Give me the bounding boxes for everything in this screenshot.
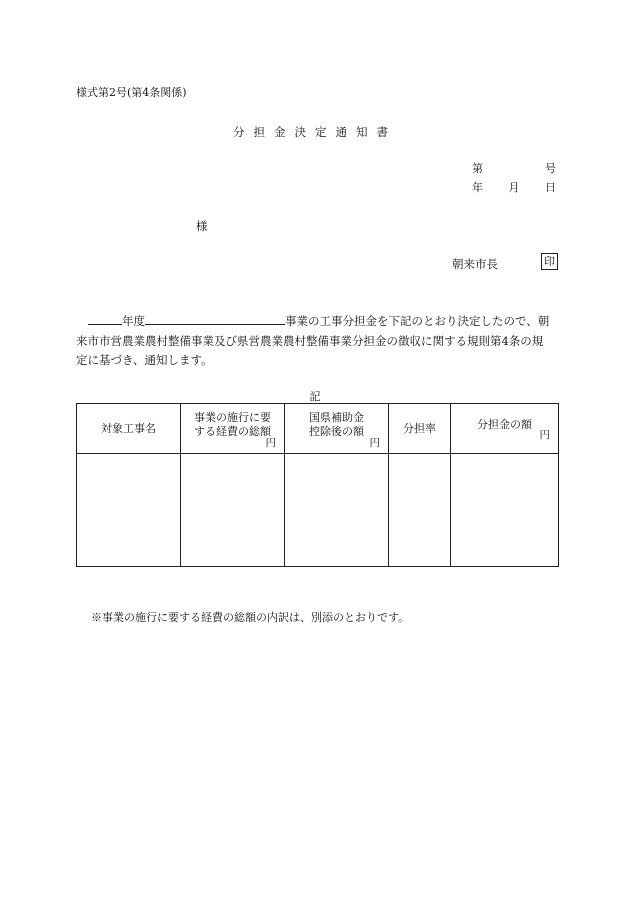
- header-net-of-subsidy: 国県補助金 控除後の額 円: [285, 404, 389, 454]
- date-year: 年: [472, 181, 483, 194]
- date-day: 日: [545, 181, 556, 194]
- issuer-name: 朝来市長: [452, 257, 498, 271]
- header-total-cost: 事業の施行に要 する経費の総額 円: [181, 404, 285, 454]
- unit-yen: 円: [539, 429, 550, 441]
- date-line: [472, 179, 556, 195]
- cell-total-cost: [181, 454, 285, 567]
- body-line-3: 定に基づき、通知します。: [76, 353, 213, 367]
- record-label: 記: [309, 390, 321, 403]
- document-number-line: [472, 160, 556, 176]
- notice-body: [76, 312, 558, 371]
- body-line-2: 来市市営農業農村整備事業及び県営農業農村整備事業分担金の徴収に関する規則第4条の規: [76, 333, 544, 348]
- form-number: 様式第2号(第4条関係): [76, 86, 187, 99]
- cell-project-name: [77, 454, 181, 567]
- unit-yen: 円: [369, 437, 380, 449]
- header-share-amount: 分担金の額 円: [451, 404, 559, 454]
- number-suffix: 号: [545, 162, 556, 175]
- cell-share-rate: [389, 454, 451, 567]
- date-month: 月: [508, 181, 520, 194]
- seal-stamp-box: 印: [541, 253, 558, 270]
- number-prefix: 第: [472, 162, 483, 175]
- project-name-blank: [145, 312, 285, 325]
- header-project-name: 対象工事名: [77, 404, 181, 454]
- body-line-1: [76, 312, 558, 332]
- year-suffix: 年度: [122, 314, 145, 328]
- footnote: ※事業の施行に要する経費の総額の内訳は、別添のとおりです。: [91, 611, 410, 624]
- document-title: 分担金決定通知書: [233, 125, 397, 139]
- body-line-1-text: 事業の工事分担金を下記のとおり決定したので、朝: [285, 314, 550, 328]
- cell-share-amount: [451, 454, 559, 567]
- cell-net-of-subsidy: [285, 454, 389, 567]
- allocation-table: [76, 403, 559, 567]
- addressee-honorific: 様: [196, 219, 208, 233]
- year-blank: [88, 312, 122, 325]
- table-row: [77, 454, 559, 567]
- header-share-rate: 分担率: [389, 404, 451, 454]
- unit-yen: 円: [265, 437, 276, 449]
- table-header-row: [77, 404, 559, 454]
